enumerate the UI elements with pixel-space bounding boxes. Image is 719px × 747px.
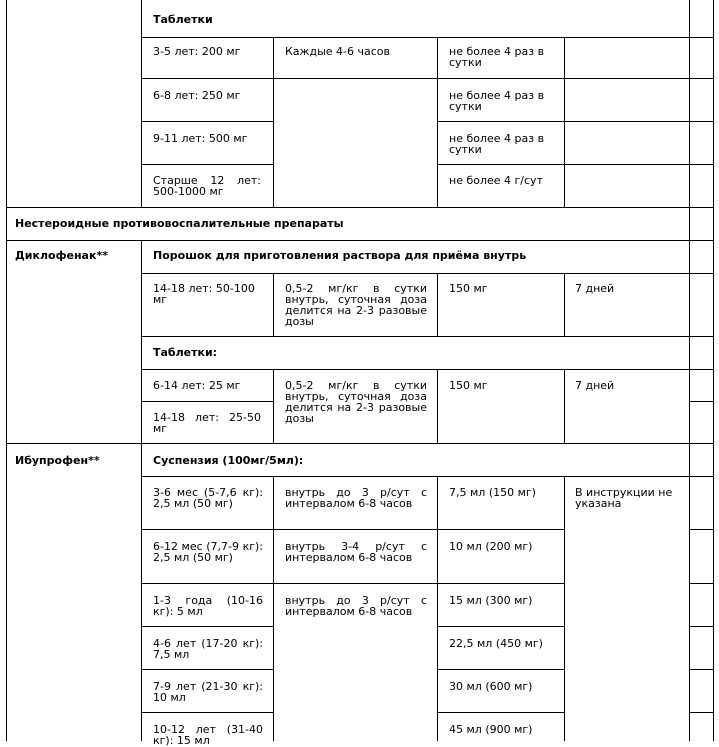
row-line [141,401,274,402]
row-line [141,583,438,584]
dose-cell: 6-14 лет: 25 мг [153,379,241,392]
row-line [141,336,714,337]
dose-cell: 14-18 лет: 50-100 мг [153,282,255,306]
dose-cell: 4-6 лет (17-20 кг): 7,5 мл [153,637,263,661]
col-line-drug [141,0,142,207]
duration-cell: В инструкции не указана [575,486,673,510]
regimen-cell: 0,5-2 мг/кг в сутки внутрь, суточная доза делится на 2-3 разовые дозы [285,379,427,425]
max-dose-cell: 7,5 мл (150 мг) [449,486,536,499]
row-line [141,369,714,370]
drug-name: Диклофенак** [15,249,108,262]
max-dose-cell: 30 мл (600 мг) [449,680,533,693]
duration-cell: 7 дней [575,282,615,295]
max-dose-cell: не более 4 г/сут [449,174,543,187]
max-dose-cell: не более 4 раз в сутки [449,132,545,156]
col-line-extra [689,0,690,741]
form-heading: Порошок для приготовления раствора для приёма внутрь [153,249,527,262]
col-line-dose [273,476,274,741]
dose-cell: 6-12 мес (7,7-9 кг): 2,5 мл (50 мг) [153,540,263,564]
regimen-cell: 0,5-2 мг/кг в сутки внутрь, суточная доза делится на 2-3 разовые дозы [285,282,427,328]
dose-cell: 3-5 лет: 200 мг [153,45,241,58]
row-line [689,626,714,627]
max-dose-cell: 150 мг [449,379,488,392]
regimen-cell: внутрь 3-4 р/сут с интервалом 6-8 часов [285,540,427,564]
row-line [689,712,714,713]
row-line [141,529,438,530]
dose-cell: 14-18 лет: 25-50 мг [153,411,261,435]
col-line-right [713,0,714,741]
col-line-dose [273,37,274,207]
dose-cell: 3-6 мес (5-7,6 кг): 2,5 мл (50 мг) [153,486,263,510]
col-line-dose [273,273,274,336]
row-line [437,583,565,584]
form-heading: Таблетки [153,13,213,26]
row-line [6,240,714,241]
max-dose-cell: 45 мл (900 мг) [449,723,533,736]
col-line-regimen [437,37,438,207]
row-line [141,164,274,165]
max-dose-cell: 150 мг [449,282,488,295]
row-line [141,37,714,38]
col-line-max [564,37,565,207]
col-line-max [564,369,565,443]
drug-name: Ибупрофен** [15,454,100,467]
col-line-left [6,0,7,741]
max-dose-cell: 10 мл (200 мг) [449,540,533,553]
row-line [141,626,274,627]
row-line [689,583,714,584]
duration-cell: 7 дней [575,379,615,392]
regimen-cell: Каждые 4-6 часов [285,45,390,58]
row-line [6,207,714,208]
max-dose-cell: не более 4 раз в сутки [449,45,545,69]
row-line [689,529,714,530]
max-dose-cell: 15 мл (300 мг) [449,594,533,607]
col-line-regimen [437,273,438,336]
dose-cell: 6-8 лет: 250 мг [153,89,241,102]
row-line [437,529,565,530]
col-line-regimen [437,476,438,741]
row-line [437,626,565,627]
col-line-regimen [437,369,438,443]
col-line-max [564,273,565,336]
row-line [437,78,714,79]
row-line [689,401,714,402]
col-line-max [564,476,565,741]
dose-cell: 1-3 года (10-16 кг): 5 мл [153,594,263,618]
row-line [141,78,438,79]
max-dose-cell: 22,5 мл (450 мг) [449,637,543,650]
regimen-cell: внутрь до 3 р/сут с интервалом 6-8 часов [285,486,427,510]
section-heading: Нестероидные противовоспалительные препараты [15,217,344,230]
col-line-drug [141,240,142,741]
row-line [437,712,565,713]
max-dose-cell: не более 4 раз в сутки [449,89,545,113]
form-heading: Таблетки: [153,346,218,359]
row-line [437,164,714,165]
row-line [437,121,714,122]
row-line [141,669,274,670]
dose-cell: 9-11 лет: 500 мг [153,132,248,145]
col-line-dose [273,369,274,443]
form-heading: Суспензия (100мг/5мл): [153,454,304,467]
row-line [141,476,714,477]
row-line [141,121,274,122]
dose-cell: 10-12 лет (31-40 кг): 15 мл [153,723,263,747]
row-line [141,273,714,274]
row-line [437,669,565,670]
row-line [6,443,714,444]
row-line [689,669,714,670]
dose-cell: 7-9 лет (21-30 кг): 10 мл [153,680,263,704]
regimen-cell: внутрь до 3 р/сут с интервалом 6-8 часов [285,594,427,618]
dose-cell: Старше 12 лет: 500-1000 мг [153,174,261,198]
row-line [141,712,274,713]
